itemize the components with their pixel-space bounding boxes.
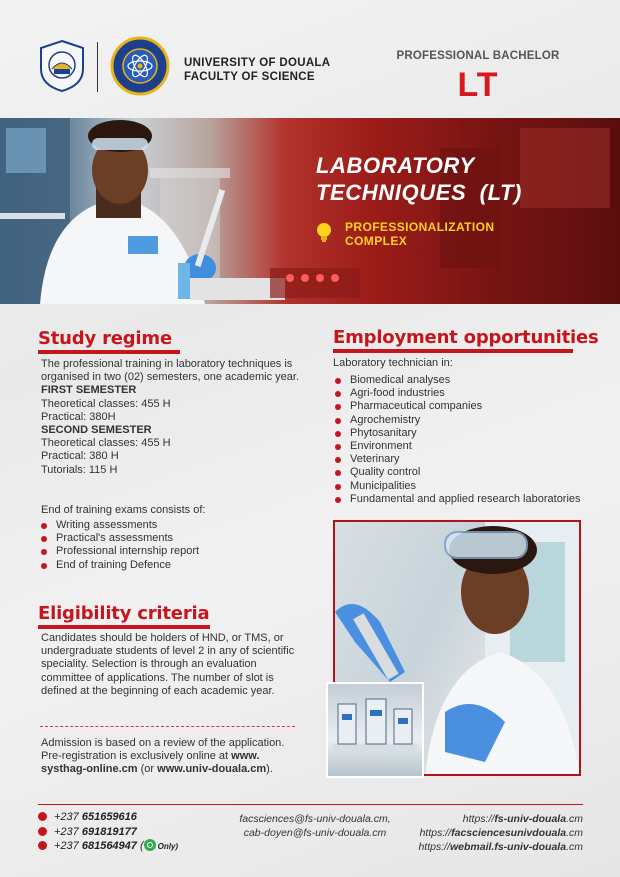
- systhag-link[interactable]: www. systhag-online.cm: [41, 750, 260, 776]
- phone-prefix: +237: [54, 825, 82, 838]
- study-regime-underline: [38, 350, 180, 354]
- lab-equipment-illustration: [328, 684, 422, 776]
- website-domain: fs-univ-douala: [494, 813, 567, 825]
- logo-divider: [97, 42, 98, 92]
- list-item: Fundamental and applied research laboratories: [333, 493, 593, 506]
- list-item: Phytosanitary: [333, 427, 593, 440]
- program-code: LT: [457, 66, 499, 104]
- whatsapp-icon: [144, 839, 156, 851]
- whatsapp-only-note: Only): [157, 842, 179, 851]
- list-item: Agrochemistry: [333, 414, 593, 427]
- university-name: UNIVERSITY OF DOUALA: [184, 57, 331, 69]
- first-theoretical: Theoretical classes: 455 H: [41, 397, 171, 410]
- lab-equipment-photo: [326, 682, 424, 778]
- phone-icon: [38, 841, 47, 850]
- list-item: Pharmaceutical companies: [333, 400, 593, 413]
- lab-scene-illustration: [0, 118, 620, 304]
- list-item: Municipalities: [333, 480, 593, 493]
- banner-subtitle-line2: COMPLEX: [345, 234, 408, 248]
- phone-row[interactable]: [38, 810, 178, 825]
- admission-info: [41, 737, 303, 777]
- employment-list: [333, 374, 593, 506]
- program-level: PROFESSIONAL BACHELOR: [396, 50, 560, 62]
- second-practical: Practical: 380 H: [41, 450, 119, 463]
- list-item: Writing assessments: [39, 519, 299, 532]
- email-link[interactable]: cab-doyen@fs-univ-douala.cm: [243, 827, 387, 839]
- faculty-name: FACULTY OF SCIENCE: [184, 71, 315, 83]
- employment-intro: Laboratory technician in:: [333, 357, 453, 369]
- second-theoretical: Theoretical classes: 455 H: [41, 437, 171, 450]
- website-domain: webmail.fs-univ-douala: [449, 841, 567, 853]
- banner-title-line2: TECHNIQUES (LT): [316, 180, 522, 205]
- first-practical: Practical: 380H: [41, 410, 116, 423]
- banner-title-line1: LABORATORY: [316, 153, 475, 178]
- list-item: Veterinary: [333, 453, 593, 466]
- banner-title: [316, 152, 522, 206]
- list-item: Quality control: [333, 466, 593, 479]
- phone-number: 681564947: [81, 840, 137, 852]
- website-suffix: .cm: [566, 827, 583, 839]
- admission-line1: Admission is based on a review of the application.: [41, 737, 285, 749]
- first-semester-label: FIRST SEMESTER: [41, 384, 137, 397]
- phone-number: 651659616: [81, 811, 137, 823]
- admission-text: Pre-registration is exclusively online at: [41, 750, 232, 763]
- admission-line2: [41, 750, 303, 776]
- website-suffix: .cm: [566, 813, 583, 825]
- list-item: Practical's assessments: [39, 532, 299, 545]
- list-item: Professional internship report: [39, 545, 299, 558]
- institution-name: [184, 56, 330, 84]
- website-suffix: .cm: [566, 841, 583, 853]
- phone-number: 691819177: [81, 825, 137, 838]
- footer-divider: [38, 804, 583, 805]
- phone-prefix: +237: [54, 811, 82, 823]
- phone-icon: [38, 827, 47, 836]
- study-regime-intro: The professional training in laboratory techniques is organised in two (02) semesters, one academic year.: [41, 358, 300, 384]
- eligibility-underline: [38, 625, 210, 629]
- list-item: Biomedical analyses: [333, 374, 593, 387]
- exams-intro: End of training exams consists of:: [41, 504, 206, 516]
- lightbulb-icon: [316, 222, 332, 244]
- website-link[interactable]: [408, 840, 583, 854]
- dashed-divider: [40, 726, 295, 727]
- university-seal-icon: [38, 39, 86, 93]
- employment-underline: [333, 349, 573, 353]
- study-regime-body: [41, 358, 301, 477]
- phone-contacts: [38, 810, 178, 855]
- admission-or: (or: [137, 763, 158, 776]
- website-link[interactable]: [408, 812, 583, 826]
- email-link[interactable]: facsciences@fs-univ-douala.cm,: [239, 813, 391, 825]
- banner-subtitle: [345, 220, 494, 248]
- univ-douala-link[interactable]: www.univ-douala.cm: [157, 763, 267, 776]
- website-link[interactable]: [408, 826, 583, 840]
- website-links: [408, 812, 583, 854]
- list-item: End of training Defence: [39, 559, 299, 572]
- website-prefix: https://: [418, 841, 450, 853]
- eligibility-text: Candidates should be holders of HND, or TMS, or undergraduate students of level 2 in any of scientific speciality. Selection is through an evaluation committee of applications. The number of slot is defined at the beginning of each academic year.: [41, 632, 295, 697]
- list-item: Agri-food industries: [333, 387, 593, 400]
- hero-banner: [0, 118, 620, 304]
- study-regime-heading: Study regime: [38, 328, 172, 349]
- phone-icon: [38, 812, 47, 821]
- banner-subtitle-line1: PROFESSIONALIZATION: [345, 220, 495, 234]
- second-semester-label: SECOND SEMESTER: [41, 424, 152, 437]
- website-domain: facsciencesunivdouala: [451, 827, 567, 839]
- phone-prefix: +237: [54, 840, 82, 852]
- faculty-of-sciences-seal-icon: [110, 36, 170, 96]
- admission-close: ).: [266, 763, 273, 776]
- second-tutorials: Tutorials: 115 H: [41, 463, 118, 476]
- employment-heading: Employment opportunities: [333, 327, 599, 348]
- exams-list: [39, 519, 299, 572]
- phone-row[interactable]: [38, 839, 178, 855]
- whatsapp-open-paren: (: [136, 840, 144, 852]
- website-prefix: https://: [462, 813, 495, 825]
- phone-row[interactable]: [38, 825, 178, 840]
- email-contacts: [236, 812, 394, 840]
- website-prefix: https://: [419, 827, 452, 839]
- eligibility-heading: Eligibility criteria: [38, 603, 210, 624]
- list-item: Environment: [333, 440, 593, 453]
